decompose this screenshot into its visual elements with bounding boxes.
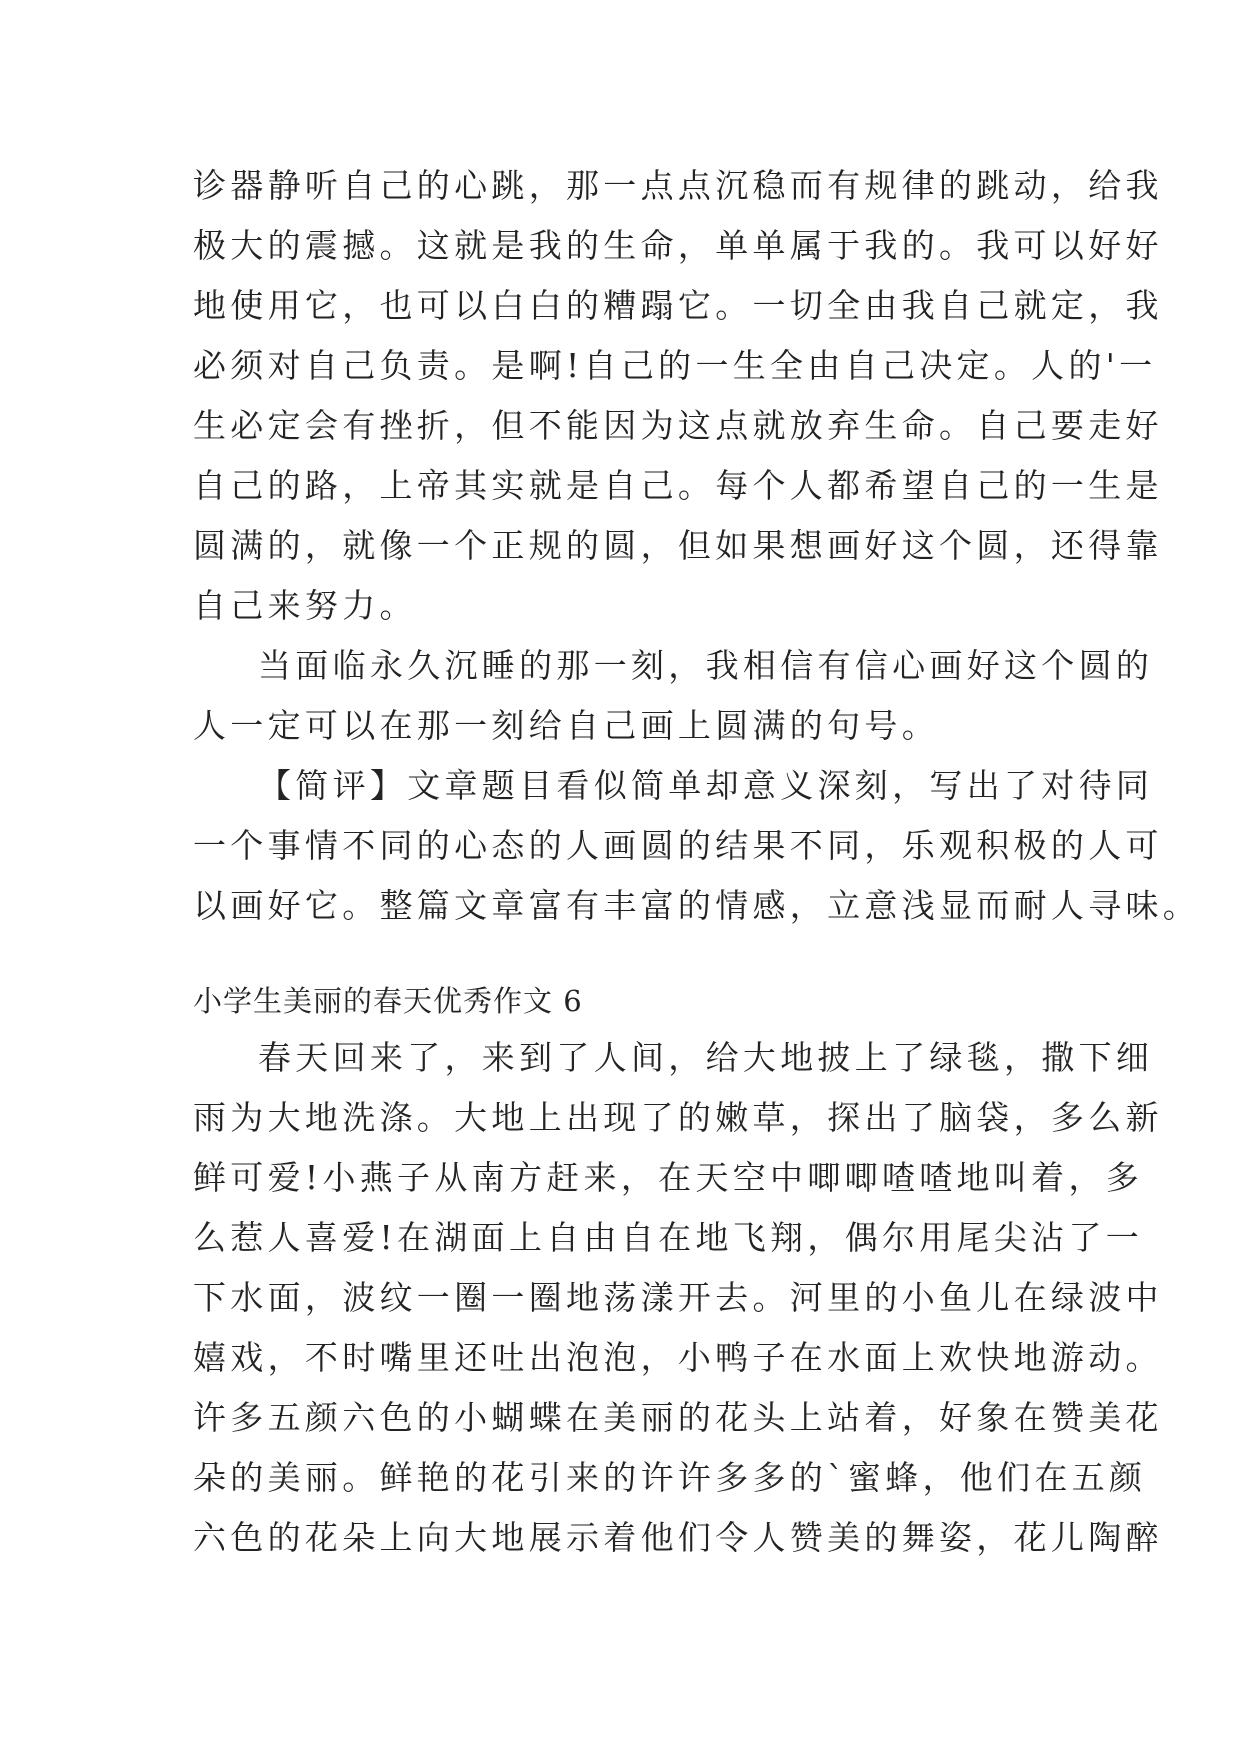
section-line-4: 么惹人喜爱!在湖面上自由自在地飞翔，偶尔用尾尖沾了一 [193, 1218, 1144, 1257]
paragraph-1-line-1: 诊器静听自己的心跳，那一点点沉稳而有规律的跳动，给我 [193, 166, 1163, 205]
section-line-8: 朵的美丽。鲜艳的花引来的许许多多的`蜜蜂，他们在五颜 [193, 1458, 1147, 1497]
review-line-3: 以画好它。整篇文章富有丰富的情感，立意浅显而耐人寻味。 [193, 886, 1201, 925]
section-line-7: 许多五颜六色的小蝴蝶在美丽的花头上站着，好象在赞美花 [193, 1398, 1163, 1437]
paragraph-1-line-6: 自己的路，上帝其实就是自己。每个人都希望自己的一生是 [193, 466, 1163, 505]
paragraph-1-line-3: 地使用它，也可以白白的糟蹋它。一切全由我自己就定，我 [193, 286, 1163, 325]
paragraph-1-line-4: 必须对自己负责。是啊!自己的一生全由自己决定。人的'一 [193, 346, 1157, 385]
review-line-2: 一个事情不同的心态的人画圆的结果不同，乐观积极的人可 [193, 826, 1163, 865]
paragraph-1-line-2: 极大的震撼。这就是我的生命，单单属于我的。我可以好好 [193, 226, 1163, 265]
section-line-9: 六色的花朵上向大地展示着他们令人赞美的舞姿，花儿陶醉 [193, 1518, 1163, 1557]
paragraph-2-line-1: 当面临永久沉睡的那一刻，我相信有信心画好这个圆的 [258, 646, 1154, 685]
section-line-3: 鲜可爱!小燕子从南方赶来，在天空中唧唧喳喳地叫着，多 [193, 1158, 1144, 1197]
section-line-2: 雨为大地洗涤。大地上出现了的嫩草，探出了脑袋，多么新 [193, 1098, 1163, 1137]
section-line-1: 春天回来了，来到了人间，给大地披上了绿毯，撒下细 [258, 1038, 1154, 1077]
section-line-5: 下水面，波纹一圈一圈地荡漾开去。河里的小鱼儿在绿波中 [193, 1278, 1163, 1317]
section-title: 小学生美丽的春天优秀作文 6 [193, 984, 583, 1018]
section-line-6: 嬉戏，不时嘴里还吐出泡泡，小鸭子在水面上欢快地游动。 [193, 1338, 1163, 1377]
paragraph-1-line-7: 圆满的，就像一个正规的圆，但如果想画好这个圆，还得靠 [193, 526, 1163, 565]
paragraph-1-line-8: 自己来努力。 [193, 586, 417, 625]
paragraph-1-line-5: 生必定会有挫折，但不能因为这点就放弃生命。自己要走好 [193, 406, 1163, 445]
review-line-1: 【简评】文章题目看似简单却意义深刻，写出了对待同 [258, 766, 1154, 805]
paragraph-2-line-2: 人一定可以在那一刻给自己画上圆满的句号。 [193, 706, 939, 745]
